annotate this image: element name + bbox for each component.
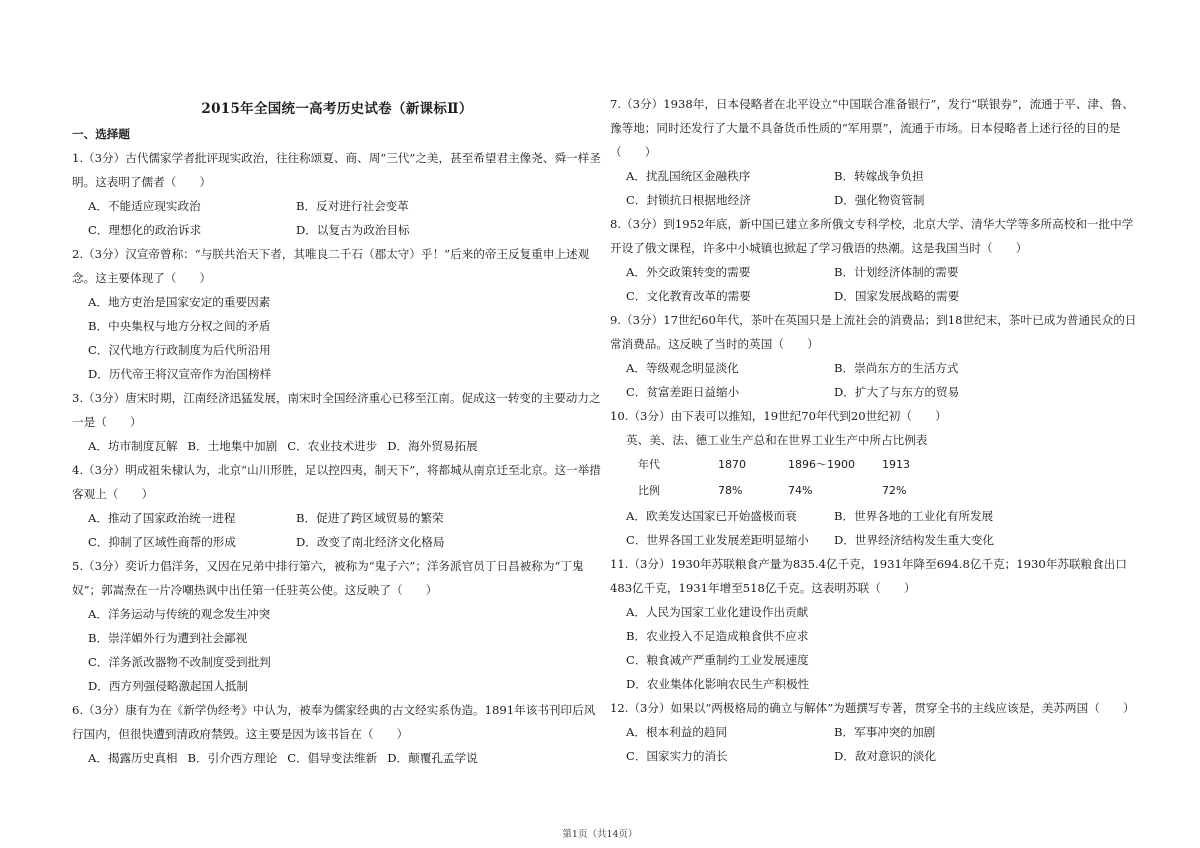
option-choice: C．粮食减产严重制约工业发展速度 <box>626 653 809 667</box>
option-choice: A．外交政策转变的需要 <box>626 265 751 279</box>
option-choice: C．贫富差距日益缩小 <box>626 385 740 399</box>
options-group <box>72 194 602 242</box>
option-choice: D．国家发展战略的需要 <box>834 289 960 303</box>
table-cell: 74% <box>788 484 813 497</box>
question-item <box>610 552 1140 696</box>
question-stem: 8.（3分）到1952年底，新中国已建立多所俄文专科学校，北京大学、清华大学等多所高校和一批中学开设了俄文课程，许多中小城镇也掀起了学习俄语的热潮。这是我国当时（ ） <box>610 217 1134 255</box>
table-cell: 72% <box>882 484 907 497</box>
option-choice: D．西方列强侵略激起国人抵制 <box>88 679 249 693</box>
option-choice: D．以复古为政治目标 <box>296 223 410 237</box>
option-choice: A．等级观念明显淡化 <box>626 361 739 375</box>
option-choice: A．扰乱国统区金融秩序 <box>626 169 751 183</box>
option-choice: A．坊市制度瓦解 <box>88 439 178 453</box>
option-choice: D．农业集体化影响农民生产积极性 <box>626 677 810 691</box>
options-group <box>72 602 602 698</box>
question-item <box>72 386 602 458</box>
options-group <box>610 356 1140 404</box>
question-stem: 3.（3分）唐宋时期，江南经济迅猛发展，南宋时全国经济重心已移至江南。促成这一转变的主要动力之一是（ ） <box>72 391 601 429</box>
question-item <box>72 146 602 242</box>
option-choice: C．倡导变法维新 <box>287 751 378 765</box>
table-header-cell: 1870 <box>718 458 746 471</box>
option-choice: C．理想化的政治诉求 <box>88 223 202 237</box>
option-choice: D．颠覆孔孟学说 <box>387 751 478 765</box>
option-choice: B．促进了跨区域贸易的繁荣 <box>296 511 444 525</box>
options-group <box>72 434 602 458</box>
option-choice: B．崇尚东方的生活方式 <box>834 361 959 375</box>
question-stem: 4.（3分）明成祖朱棣认为，北京“山川形胜，足以控四夷，制天下”，将都城从南京迁至北京。这一举措客观上（ ） <box>72 463 601 501</box>
options-group <box>610 504 1140 552</box>
option-choice: B．土地集中加剧 <box>187 439 278 453</box>
table-cell: 比例 <box>638 484 660 497</box>
table-header-cell: 1913 <box>882 458 910 471</box>
data-table <box>610 452 1140 504</box>
question-item <box>72 242 602 386</box>
question-stem: 9.（3分）17世纪60年代，茶叶在英国只是上流社会的消费品；到18世纪末，茶叶已成为普通民众的日常消费品。这反映了当时的英国（ ） <box>610 313 1137 351</box>
question-stem: 1.（3分）古代儒家学者批评现实政治，往往称颂夏、商、周“三代”之美，甚至希望君主像尧、舜一样圣明。这表明了儒者（ ） <box>72 151 601 189</box>
option-choice: A．人民为国家工业化建设作出贡献 <box>626 605 809 619</box>
option-choice: B．引介西方理论 <box>187 751 278 765</box>
question-stem: 2.（3分）汉宣帝曾称：“与朕共治天下者，其唯良二千石（郡太守）乎！”后来的帝王反复重申上述观念。这主要体现了（ ） <box>72 247 590 285</box>
option-choice: D．扩大了与东方的贸易 <box>834 385 960 399</box>
option-choice: B．军事冲突的加剧 <box>834 725 936 739</box>
option-choice: A．根本利益的趋同 <box>626 725 728 739</box>
option-choice: A．欧美发达国家已开始盛极而衰 <box>626 509 797 523</box>
option-choice: D．世界经济结构发生重大变化 <box>834 533 995 547</box>
option-choice: C．抑制了区域性商帮的形成 <box>88 535 236 549</box>
question-item <box>610 404 1140 552</box>
question-stem: 6.（3分）康有为在《新学伪经考》中认为，被奉为儒家经典的古文经实系伪造。1891年该书刊印后风行国内，但很快遭到清政府禁毁。这主要是因为该书旨在（ ） <box>72 703 596 741</box>
option-choice: C．洋务派改器物不改制度受到批判 <box>88 655 271 669</box>
option-choice: B．中央集权与地方分权之间的矛盾 <box>88 319 271 333</box>
option-choice: D．敌对意识的淡化 <box>834 749 937 763</box>
table-caption: 英、美、法、德工业生产总和在世界工业生产中所占比例表 <box>626 433 928 447</box>
option-choice: A．地方吏治是国家安定的重要因素 <box>88 295 271 309</box>
option-choice: C．农业技术进步 <box>287 439 378 453</box>
option-choice: C．汉代地方行政制度为后代所沿用 <box>88 343 271 357</box>
options-group <box>72 290 602 386</box>
options-group <box>72 506 602 554</box>
option-choice: A．揭露历史真相 <box>88 751 178 765</box>
option-choice: B．农业投入不足造成粮食供不应求 <box>626 629 809 643</box>
option-choice: B．反对进行社会变革 <box>296 199 409 213</box>
option-choice: C．国家实力的消长 <box>626 749 728 763</box>
option-choice: B．世界各地的工业化有所发展 <box>834 509 994 523</box>
options-group <box>72 746 602 770</box>
option-choice: D．改变了南北经济文化格局 <box>296 535 445 549</box>
question-item <box>610 212 1140 308</box>
question-item <box>610 696 1140 768</box>
question-stem: 11.（3分）1930年苏联粮食产量为835.4亿千克，1931年降至694.8亿千克；1930年苏联粮食出口483亿千克，1931年增至518亿千克。这表明苏联（ ） <box>610 557 1127 595</box>
option-choice: D．海外贸易拓展 <box>387 439 478 453</box>
table-header-cell: 年代 <box>638 458 660 471</box>
table-cell: 78% <box>718 484 743 497</box>
question-item <box>72 698 602 770</box>
option-choice: B．崇洋媚外行为遭到社会鄙视 <box>88 631 248 645</box>
question-stem: 12.（3分）如果以“两极格局的确立与解体”为题撰写专著，贯穿全书的主线应该是，美苏两国（ ） <box>610 701 1135 715</box>
options-group <box>610 600 1140 696</box>
table-header-cell: 1896～1900 <box>788 458 855 471</box>
option-choice: B．转嫁战争负担 <box>834 169 924 183</box>
option-choice: B．计划经济体制的需要 <box>834 265 959 279</box>
page-title: 2015年全国统一高考历史试卷（新课标Ⅱ） <box>201 101 473 117</box>
question-item <box>72 458 602 554</box>
right-column <box>610 92 1140 768</box>
option-choice: A．不能适应现实政治 <box>88 199 201 213</box>
option-choice: C．封锁抗日根据地经济 <box>626 193 751 207</box>
question-item <box>610 92 1140 212</box>
option-choice: D．历代帝王将汉宣帝作为治国榜样 <box>88 367 272 381</box>
option-choice: D．强化物资管制 <box>834 193 925 207</box>
option-choice: A．洋务运动与传统的观念发生冲突 <box>88 607 271 621</box>
question-stem: 7.（3分）1938年，日本侵略者在北平设立“中国联合准备银行”，发行“联银券”，流通于平、津、鲁、豫等地；同时还发行了大量不具备货币性质的“军用票”，流通于市场。日本侵略者上述行径的目的是（ ） <box>610 97 1134 159</box>
option-choice: C．文化教育改革的需要 <box>626 289 751 303</box>
question-stem: 10.（3分）由下表可以推知，19世纪70年代到20世纪初（ ） <box>610 409 947 423</box>
section-heading: 一、选择题 <box>72 127 130 141</box>
options-group <box>610 720 1140 768</box>
left-column <box>72 122 602 770</box>
options-group <box>610 260 1140 308</box>
options-group <box>610 164 1140 212</box>
page-footer: 第1页（共14页） <box>562 829 638 840</box>
question-item <box>72 554 602 698</box>
option-choice: C．世界各国工业发展差距明显缩小 <box>626 533 809 547</box>
question-stem: 5.（3分）奕䜣力倡洋务，又因在兄弟中排行第六，被称为“鬼子六”；洋务派官员丁日昌被称为“丁鬼奴”；郭嵩焘在一片冷嘲热讽中出任第一任驻英公使。这反映了（ ） <box>72 559 584 597</box>
option-choice: A．推动了国家政治统一进程 <box>88 511 236 525</box>
question-item <box>610 308 1140 404</box>
